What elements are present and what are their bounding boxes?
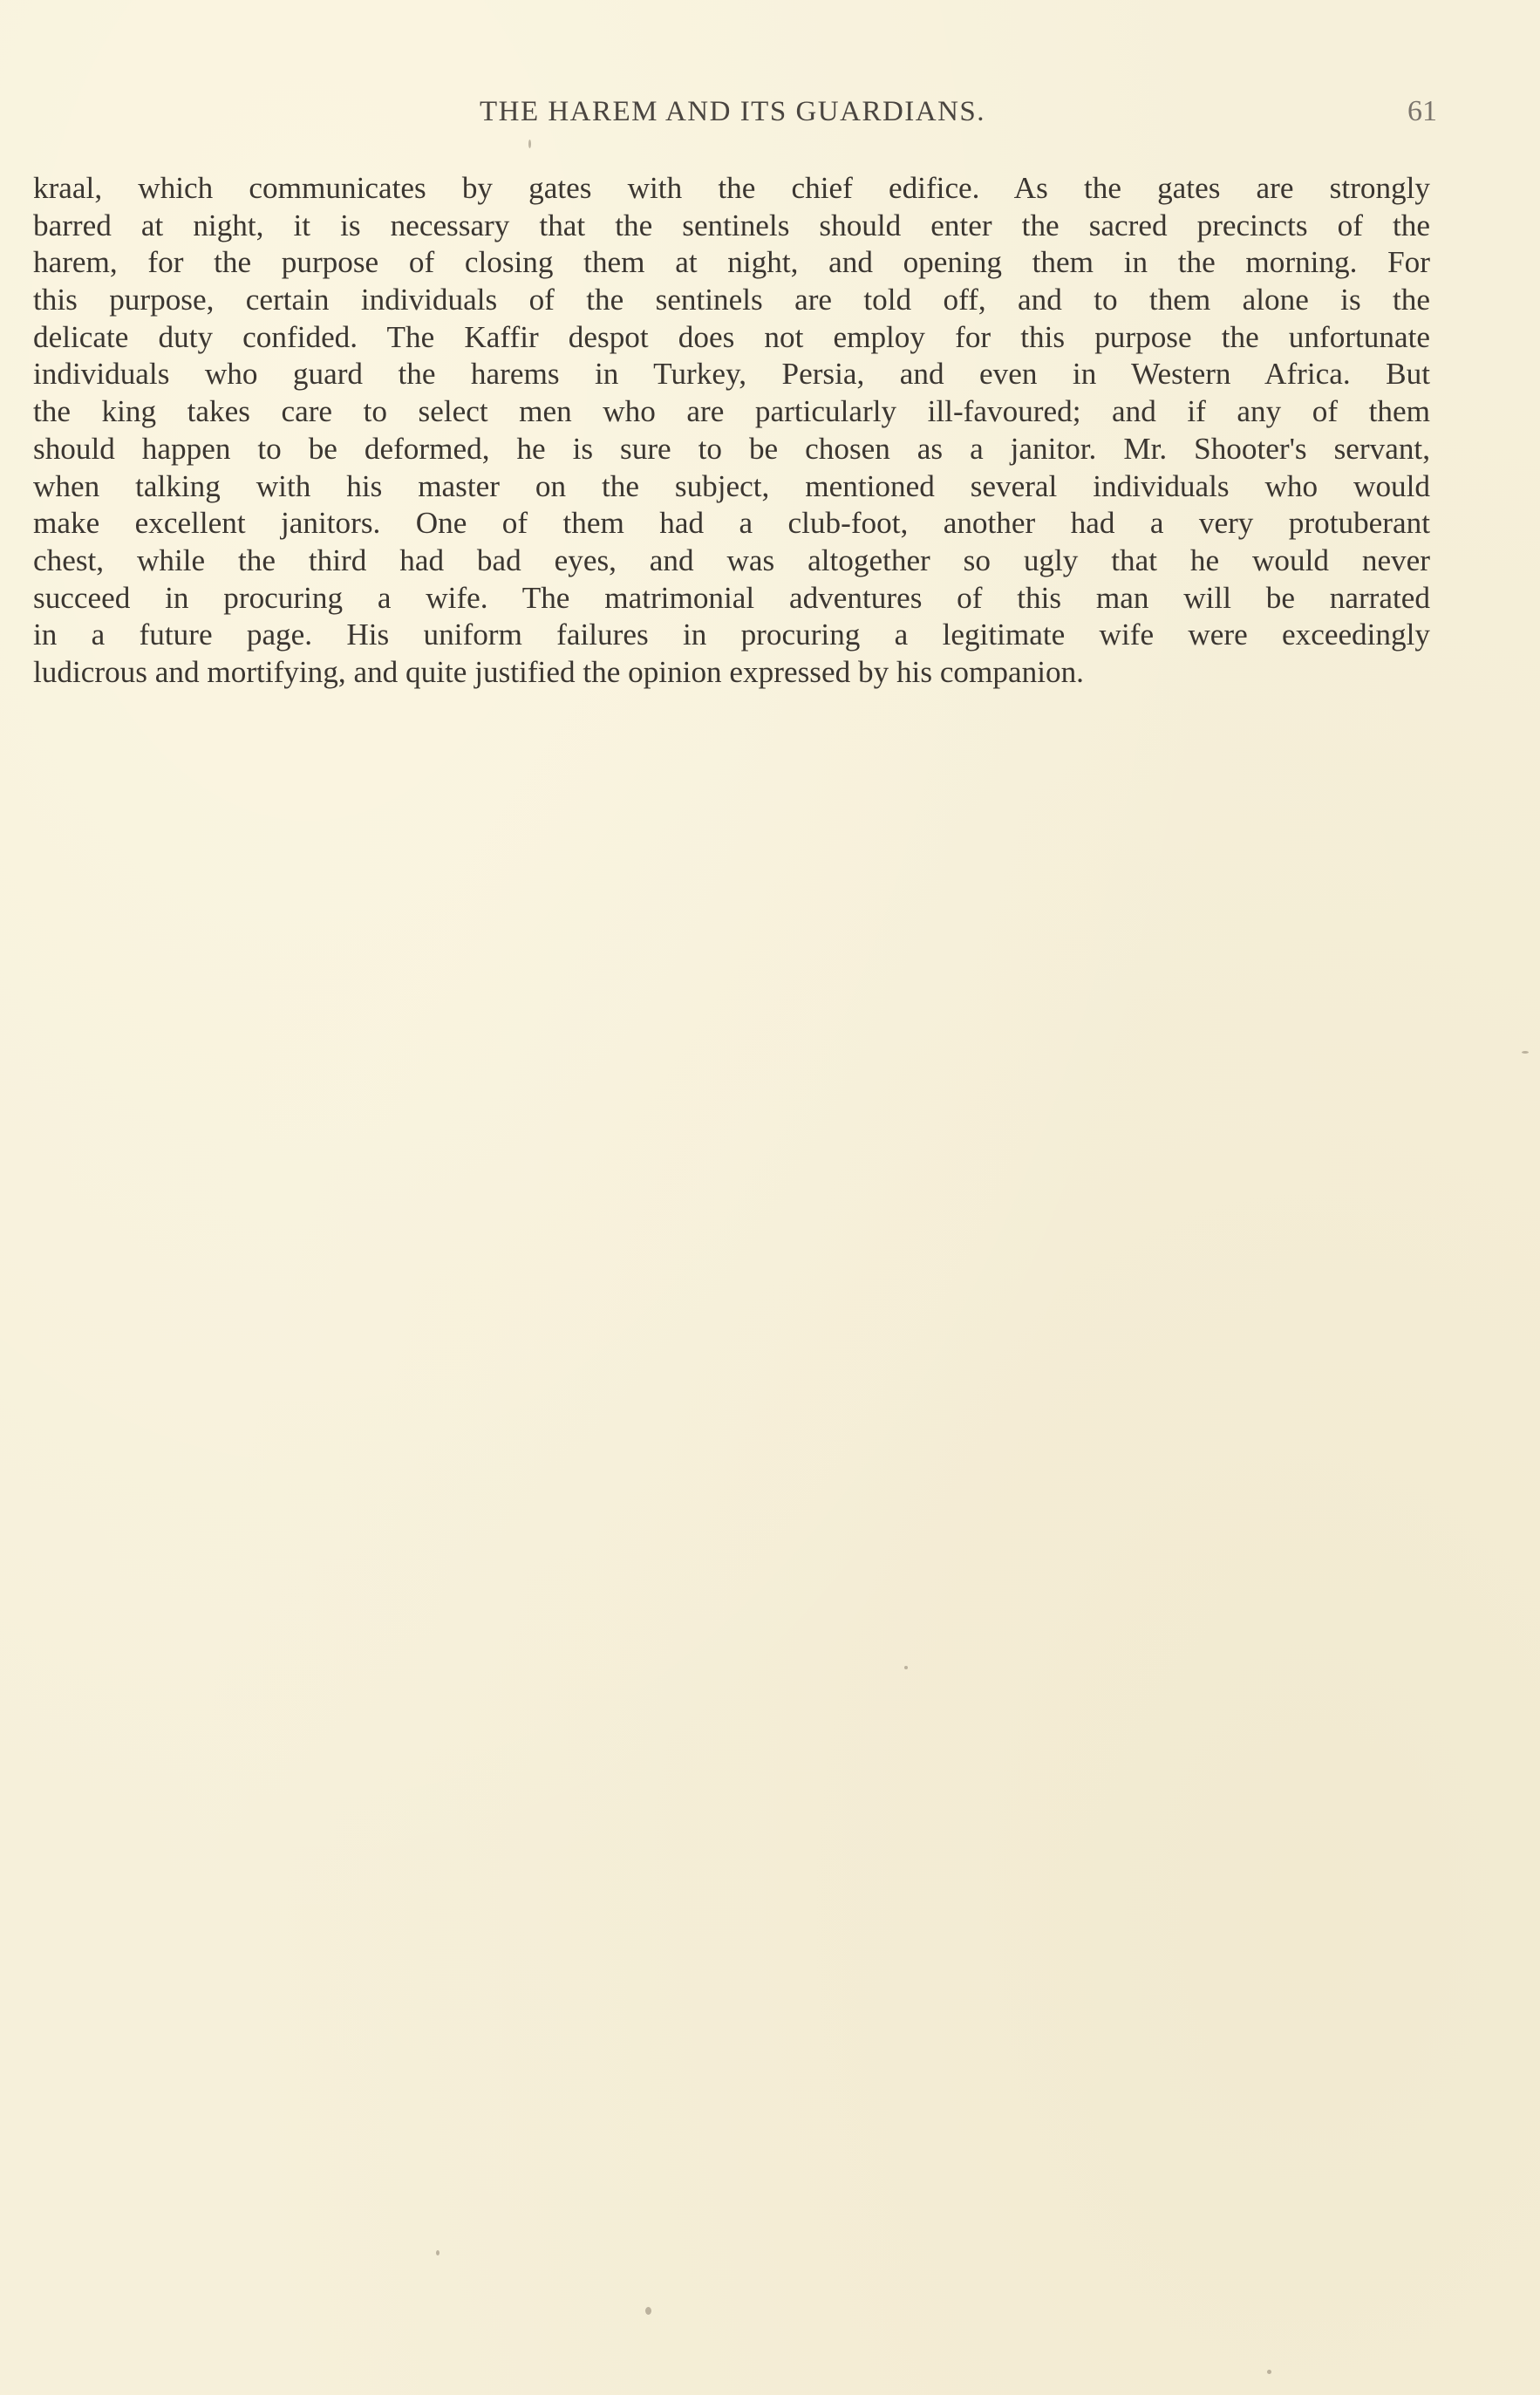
text-line: ludicrous and mortifying, and quite justified the opinion expressed by his companion.	[33, 654, 1084, 689]
paper-speck	[904, 1666, 908, 1669]
paper-speck	[436, 2250, 440, 2255]
paper-speck	[645, 2307, 651, 2315]
paper-speck	[1522, 1051, 1529, 1054]
page-number: 61	[1407, 95, 1437, 127]
text-line: should happen to be deformed, he is sure to be chosen as a janitor. Mr. Shooter's servant,	[33, 431, 1430, 466]
text-line: kraal, which communicates by gates with the chief edifice. As the gates are strongly	[33, 171, 1430, 205]
body-paragraph	[33, 170, 1430, 692]
text-line: the king takes care to select men who are particularly ill-favoured; and if any of them	[33, 394, 1430, 429]
text-line: delicate duty confided. The Kaffir despot does not employ for this purpose the unfortunate	[33, 319, 1430, 354]
text-line: when talking with his master on the subject, mentioned several individuals who would	[33, 468, 1430, 503]
text-line: in a future page. His uniform failures in procuring a legitimate wife were exceedingly	[33, 618, 1430, 652]
paper-speck	[528, 140, 531, 148]
text-line: this purpose, certain individuals of the sentinels are told off, and to them alone is the	[33, 283, 1430, 317]
text-line: succeed in procuring a wife. The matrimonial adventures of this man will be narrated	[33, 580, 1430, 615]
text-line: barred at night, it is necessary that the sentinels should enter the sacred precincts of the	[33, 208, 1430, 242]
text-line: make excellent janitors. One of them had a club-foot, another had a very protuberant	[33, 506, 1430, 541]
text-line: harem, for the purpose of closing them at night, and opening them in the morning. For	[33, 245, 1430, 280]
text-line: individuals who guard the harems in Turkey, Persia, and even in Western Africa. But	[33, 357, 1430, 392]
running-title: THE HAREM AND ITS GUARDIANS.	[479, 96, 986, 127]
running-head	[35, 91, 1437, 133]
text-line: chest, while the third had bad eyes, and was altogether so ugly that he would never	[33, 542, 1430, 577]
paper-speck	[1267, 2370, 1271, 2374]
